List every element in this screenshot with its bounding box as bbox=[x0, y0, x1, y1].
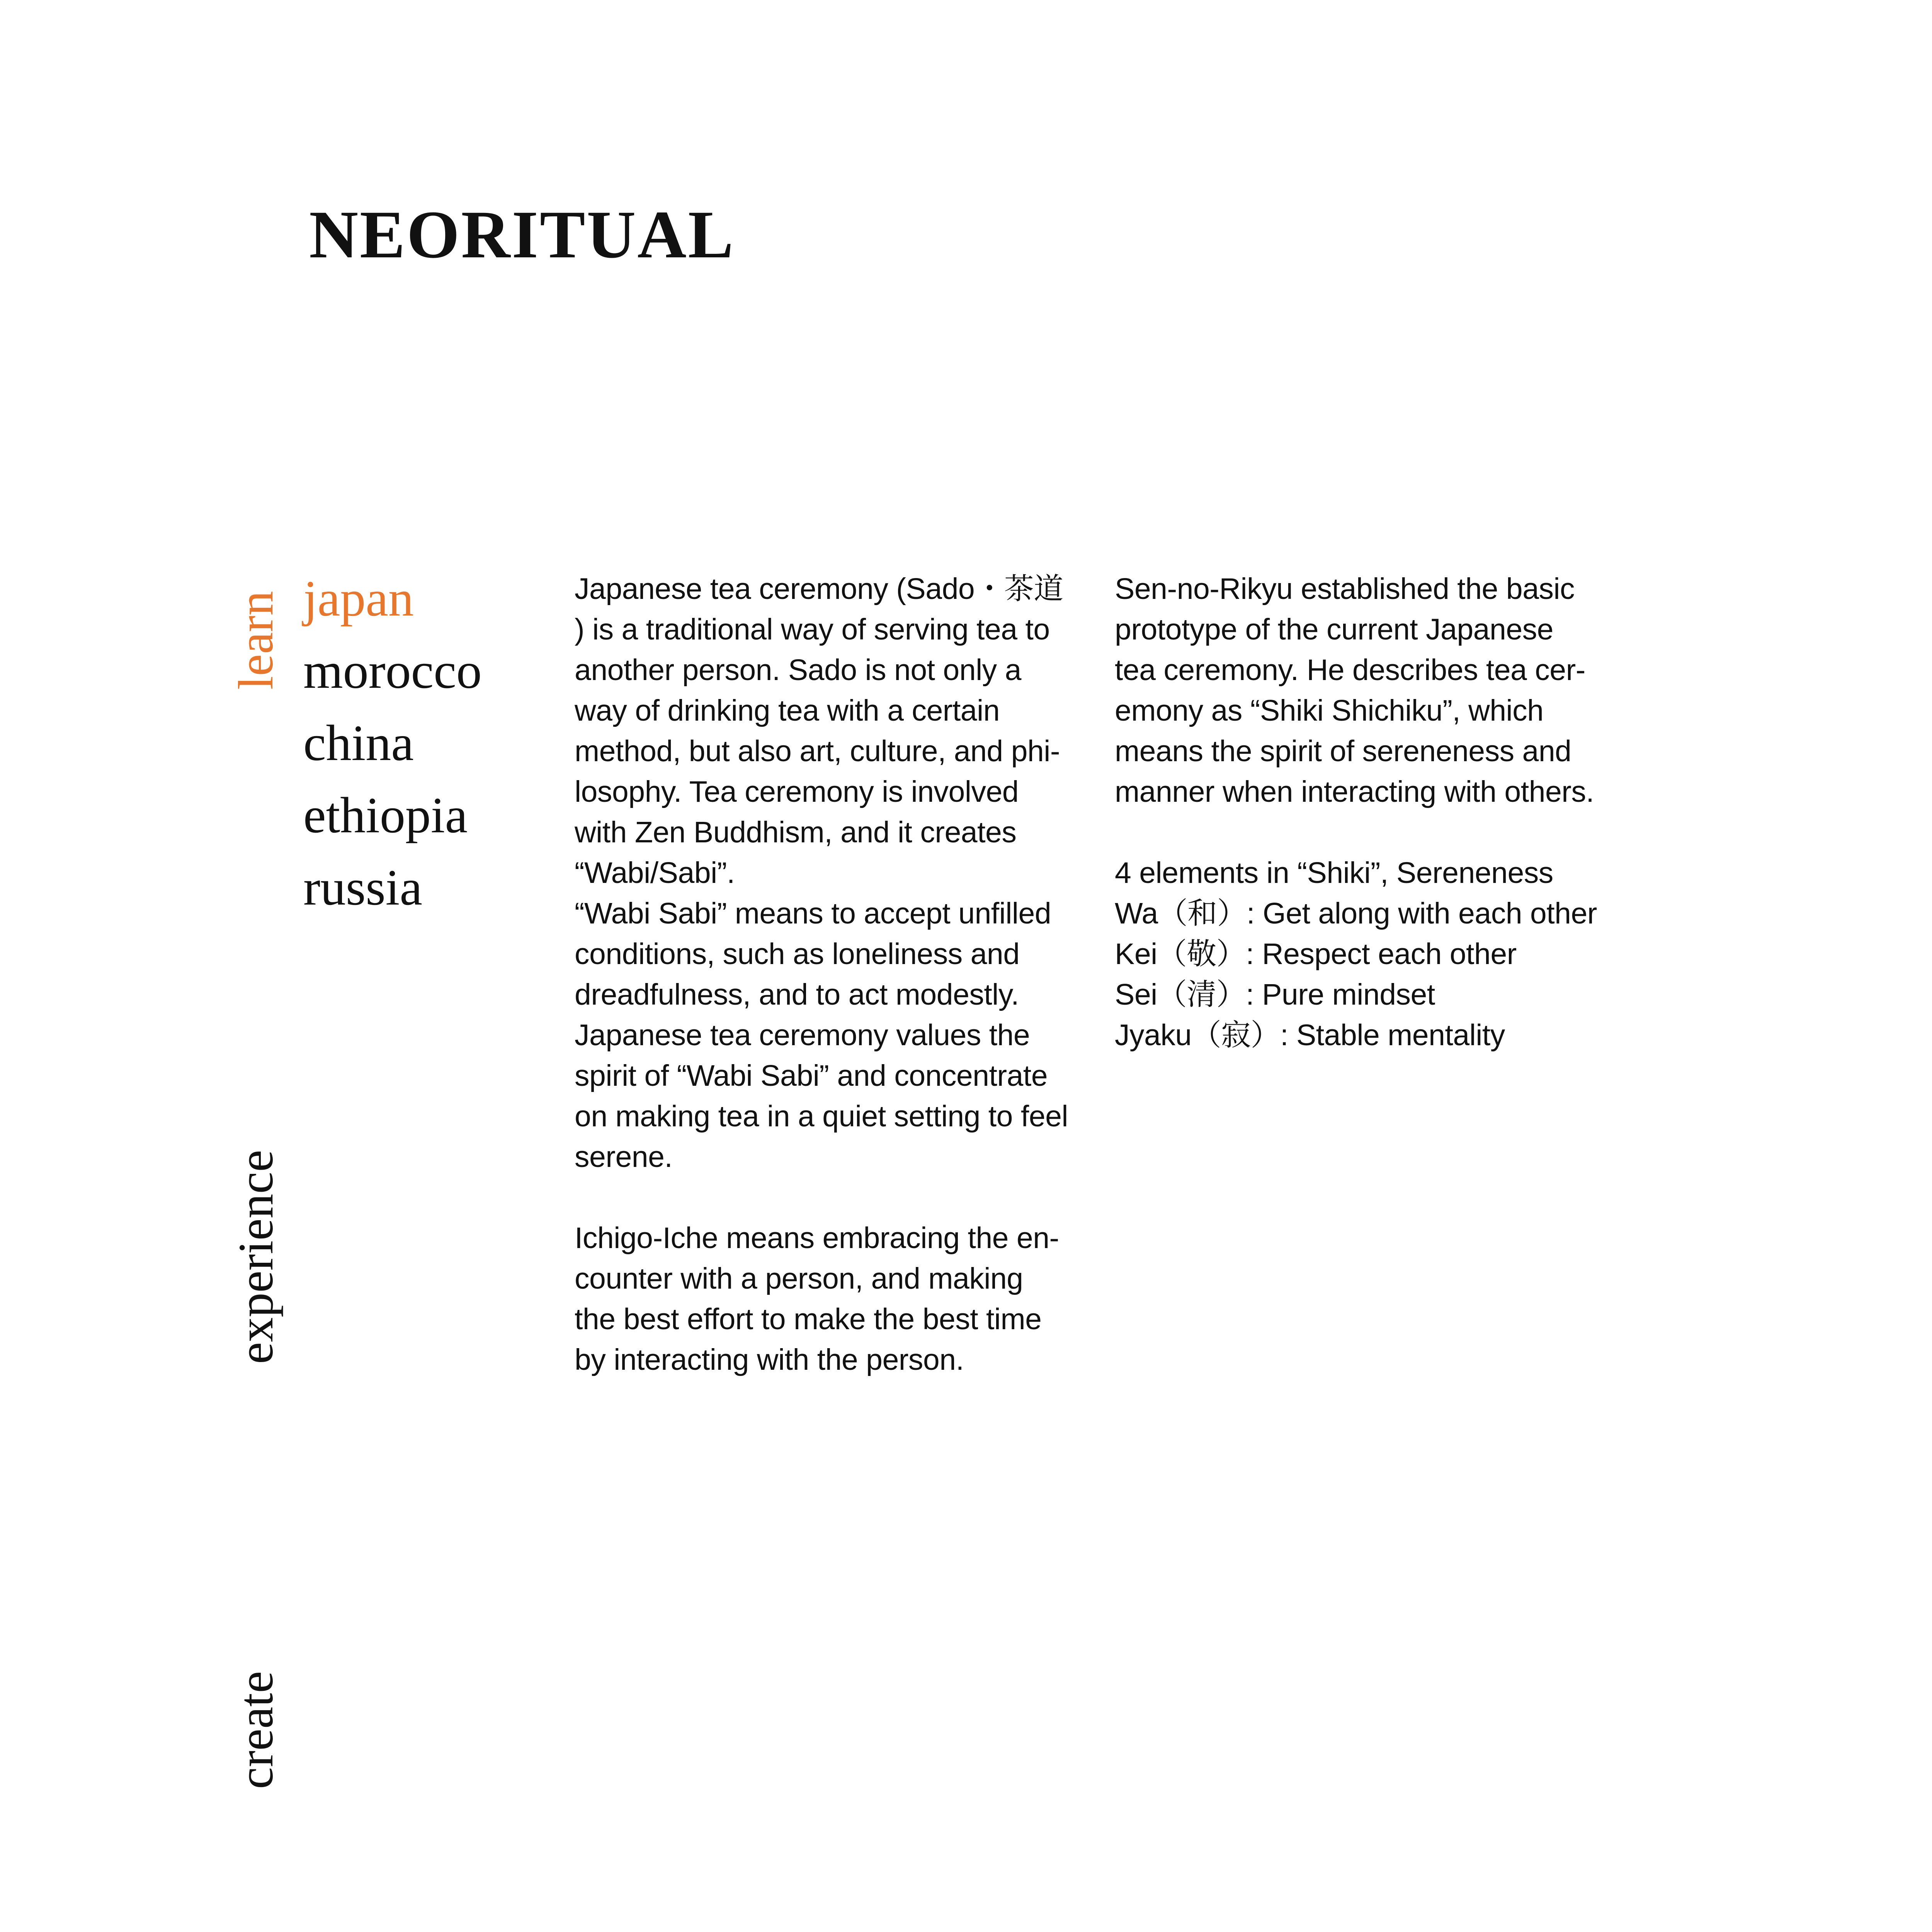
country-item-japan[interactable]: japan bbox=[303, 570, 414, 627]
nav-item-experience[interactable]: experience bbox=[228, 1150, 283, 1364]
country-list bbox=[303, 562, 482, 923]
shiki-elements-list bbox=[1115, 853, 1663, 1056]
nav-item-learn[interactable]: learn bbox=[228, 591, 283, 690]
country-item-morocco[interactable]: morocco bbox=[303, 642, 482, 699]
paragraph-spacer bbox=[575, 1177, 1092, 1218]
sado-description: Japanese tea ceremony (Sado・茶道 ) is a traditional way of serving tea to another person. Sado is not only a way of drinking tea with a certain method, but also art, culture, and phi- losophy. Tea ceremony is involved with Zen Buddhism, and it creates “Wabi/Sabi”. “Wabi Sabi” means to accept unfilled conditions, such as loneliness and dreadfulness, and to act modestly. Japanese tea ceremony values the spirit of “Wabi Sabi” and concentrate on making tea in a quiet setting to feel serene. bbox=[575, 572, 1068, 1173]
shiki-element-sei: Sei（清）: Pure mindset bbox=[1115, 978, 1435, 1011]
shiki-element-jyaku: Jyaku（寂）: Stable mentality bbox=[1115, 1019, 1505, 1052]
country-item-china[interactable]: china bbox=[303, 714, 414, 771]
shiki-elements-heading: 4 elements in “Shiki”, Sereneness bbox=[1115, 856, 1553, 889]
country-item-russia[interactable]: russia bbox=[303, 859, 422, 916]
sen-no-rikyu-description: Sen-no-Rikyu established the basic prototype of the current Japanese tea ceremony. He describes tea cer- emony as “Shiki Shichiku”, which means the spirit of sereneness and manner when interacting with others. bbox=[1115, 572, 1594, 808]
shiki-element-kei: Kei（敬）: Respect each other bbox=[1115, 937, 1517, 971]
country-item-ethiopia[interactable]: ethiopia bbox=[303, 787, 468, 844]
content-column-right bbox=[1115, 569, 1663, 1056]
ichigo-iche-description: Ichigo-Iche means embracing the en- counter with a person, and making the best effort to make the best time by interacting with the person. bbox=[575, 1221, 1059, 1376]
nav-item-create[interactable]: create bbox=[228, 1671, 283, 1789]
content-column-left bbox=[575, 569, 1092, 1380]
shiki-element-wa: Wa（和）: Get along with each other bbox=[1115, 897, 1597, 930]
brand-logo[interactable]: NEORITUAL bbox=[309, 197, 735, 272]
paragraph-spacer bbox=[1115, 812, 1663, 853]
